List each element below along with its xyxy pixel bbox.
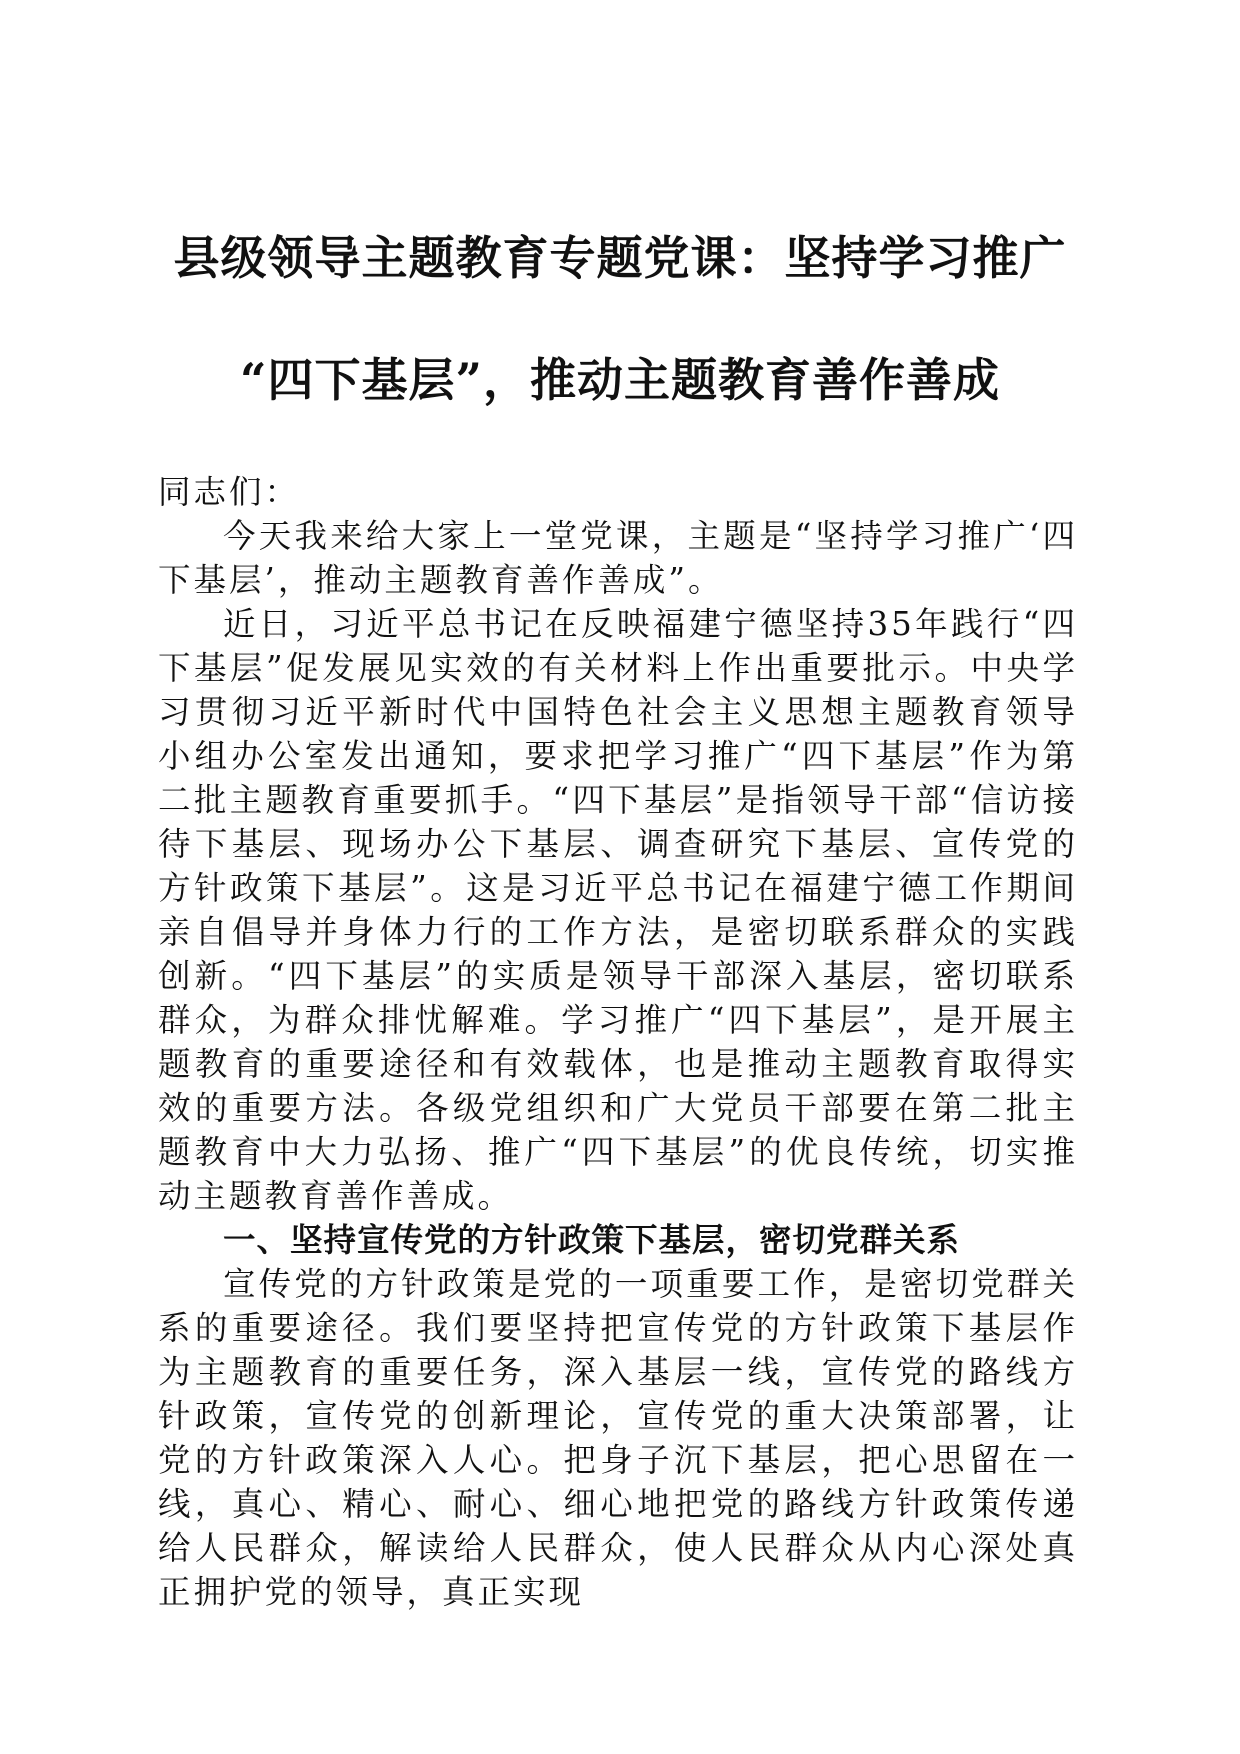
document-body [158,470,1078,1614]
paragraph-section-1: 宣传党的方针政策是党的一项重要工作，是密切党群关系的重要途径。我们要坚持把宣传党的方针政策下基层作为主题教育的重要任务，深入基层一线，宣传党的路线方针政策，宣传党的创新理论，宣传党的重大决策部署，让党的方针政策深入人心。把身子沉下基层，把心思留在一线，真心、精心、耐心、细心地把党的路线方针政策传递给人民群众，解读给人民群众，使人民群众从内心深处真正拥护党的领导，真正实现 [158,1265,1078,1611]
paragraph-background: 近日，习近平总书记在反映福建宁德坚持35年践行“四下基层”促发展见实效的有关材料上作出重要批示。中央学习贯彻习近平新时代中国特色社会主义思想主题教育领导小组办公室发出通知，要求把学习推广“四下基层”作为第二批主题教育重要抓手。“四下基层”是指领导干部“信访接待下基层、现场办公下基层、调查研究下基层、宣传党的方针政策下基层”。这是习近平总书记在福建宁德工作期间亲自倡导并身体力行的工作方法，是密切联系群众的实践创新。“四下基层”的实质是领导干部深入基层，密切联系群众，为群众排忧解难。学习推广“四下基层”，是开展主题教育的重要途径和有效载体，也是推动主题教育取得实效的重要方法。各级党组织和广大党员干部要在第二批主题教育中大力弘扬、推广“四下基层”的优良传统，切实推动主题教育善作善成。 [158,605,1078,1215]
greeting: 同志们： [158,473,301,511]
document-title-line-1: 县级领导主题教育专题党课：坚持学习推广 [173,231,1067,285]
section-heading-1: 一、坚持宣传党的方针政策下基层，密切党群关系 [223,1221,961,1259]
document-title-line-2: “四下基层”，推动主题教育善作善成 [240,353,1000,407]
paragraph-intro: 今天我来给大家上一堂党课，主题是“坚持学习推广‘四下基层’，推动主题教育善作善成”。 [158,517,1078,599]
